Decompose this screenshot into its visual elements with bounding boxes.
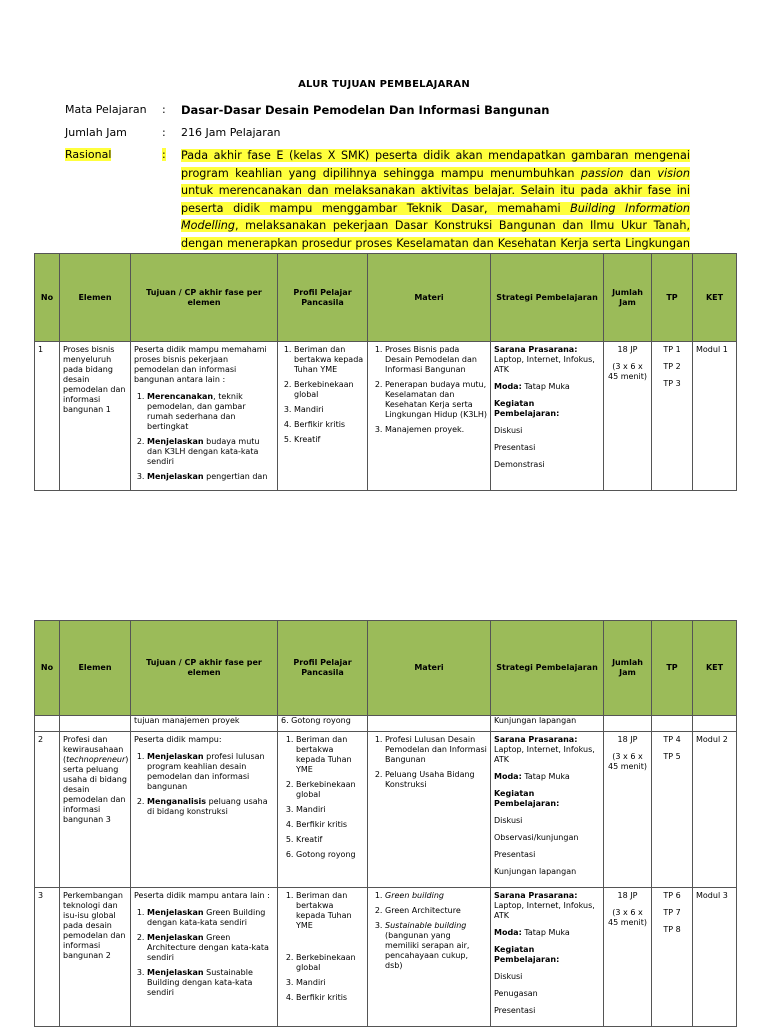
list-item: 2. Green Architecture xyxy=(385,906,487,916)
jam-label: Jumlah Jam xyxy=(65,126,127,139)
profil-list xyxy=(281,735,364,860)
materi-list xyxy=(371,735,487,790)
kegiatan-item: Presentasi xyxy=(494,1006,536,1015)
header-profil: Profil Pelajar Pancasila xyxy=(278,621,368,716)
table-header-row xyxy=(35,621,737,716)
table-row-continuation xyxy=(35,716,737,732)
row-profil xyxy=(278,342,368,491)
tp-item: TP 6 xyxy=(663,891,681,900)
tp-item: TP 8 xyxy=(663,925,681,934)
tp-item: TP 7 xyxy=(663,908,681,917)
jam-detail: (3 x 6 x 45 menit) xyxy=(608,362,647,381)
list-item: 1. Merencanakan, teknik pemodelan, dan gambar rumah sederhana dan bertingkat xyxy=(147,392,274,432)
jam-value: 18 JP xyxy=(617,345,638,354)
profil-list xyxy=(281,891,364,1003)
tujuan-intro: Peserta didik mampu: xyxy=(134,735,222,744)
sarana-value: Laptop, Internet, Infokus, ATK xyxy=(494,355,595,374)
list-item: 3. Menjelaskan pengertian dan xyxy=(147,472,274,482)
list-item: 3. Sustainable building (bangunan yang memiliki serapan air, pencahayaan cukup, dsb) xyxy=(385,921,487,971)
alur-table-1 xyxy=(34,253,737,491)
table-row xyxy=(35,888,737,1027)
kegiatan-item: Diskusi xyxy=(494,816,523,825)
moda: Moda: Tatap Muka xyxy=(494,928,570,937)
mapel-label: Mata Pelajaran xyxy=(65,103,147,116)
cont-strategi: Kunjungan lapangan xyxy=(491,716,604,732)
list-item: 2. Berkebinekaan global xyxy=(296,780,364,800)
list-item: 6. Gotong royong xyxy=(296,850,364,860)
header-elemen: Elemen xyxy=(60,621,131,716)
row-tujuan xyxy=(131,732,278,888)
tp-item: TP 4 xyxy=(663,735,681,744)
list-item: 1. Profesi Lulusan Desain Pemodelan dan Informasi Bangunan xyxy=(385,735,487,765)
moda: Moda: Tatap Muka xyxy=(494,382,570,391)
list-item: 5. Kreatif xyxy=(294,435,364,445)
rasional-colon: : xyxy=(162,148,166,161)
kegiatan-item: Kunjungan lapangan xyxy=(494,867,577,876)
materi-list xyxy=(371,891,487,971)
table-header-row xyxy=(35,254,737,342)
list-item: 2. Menganalisis peluang usaha di bidang konstruksi xyxy=(147,797,274,817)
header-no: No xyxy=(35,254,60,342)
header-jam: Jumlah Jam xyxy=(604,621,652,716)
rasional-i2: vision xyxy=(657,166,690,180)
list-item: 2. Penerapan budaya mutu, Keselamatan dan Kesehatan Kerja serta Lingkungan Hidup (K3LH) xyxy=(385,380,487,420)
row-strategi xyxy=(491,342,604,491)
kegiatan-item: Diskusi xyxy=(494,426,523,435)
rasional-p2: dan xyxy=(623,166,658,180)
jam-value: 18 JP xyxy=(617,735,638,744)
list-item: 3. Manajemen proyek. xyxy=(385,425,487,435)
row-jam xyxy=(604,888,652,1027)
alur-table-2 xyxy=(34,620,737,1027)
row-elemen: Profesi dan kewirausahaan (technopreneur) serta peluang usaha di bidang desain pemodelan dan informasi bangunan 3 xyxy=(60,732,131,888)
kegiatan-item: Observasi/kunjungan xyxy=(494,833,579,842)
mapel-value: Dasar-Dasar Desain Pemodelan Dan Informasi Bangunan xyxy=(181,103,550,117)
list-item: 3. Mandiri xyxy=(296,978,364,988)
header-ket: KET xyxy=(693,621,737,716)
list-item: 4. Berfikir kritis xyxy=(294,420,364,430)
sarana-label: Sarana Prasarana: xyxy=(494,735,578,744)
rasional-text xyxy=(181,147,690,270)
row-elemen: Perkembangan teknologi dan isu-isu global pada desain pemodelan dan informasi bangunan 2 xyxy=(60,888,131,1027)
tujuan-intro: Peserta didik mampu memahami proses bisnis pekerjaan pemodelan dan informasi bangunan antara lain : xyxy=(134,345,267,384)
header-tp: TP xyxy=(652,254,693,342)
row-profil xyxy=(278,732,368,888)
header-tp: TP xyxy=(652,621,693,716)
moda: Moda: Tatap Muka xyxy=(494,772,570,781)
kegiatan-item: Diskusi xyxy=(494,972,523,981)
row-tp xyxy=(652,342,693,491)
rasional-label: Rasional xyxy=(65,148,112,161)
sarana-label: Sarana Prasarana: xyxy=(494,345,578,354)
list-item: 1. Green building xyxy=(385,891,487,901)
row-materi xyxy=(368,342,491,491)
row-number: 1 xyxy=(35,342,60,491)
kegiatan-item: Demonstrasi xyxy=(494,460,545,469)
list-item: 1. Menjelaskan profesi lulusan program keahlian desain pemodelan dan informasi bangunan xyxy=(147,752,274,792)
rasional-p3: untuk merencanakan dan melaksanakan aktivitas belajar. Selain itu pada akhir fase ini peserta didik mampu menggambar Teknik Dasar, memahami xyxy=(181,184,690,215)
row-ket: Modul 3 xyxy=(693,888,737,1027)
materi-list xyxy=(371,345,487,435)
table-row xyxy=(35,732,737,888)
row-strategi xyxy=(491,732,604,888)
profil-list xyxy=(281,345,364,445)
list-item: 1. Proses Bisnis pada Desain Pemodelan dan Informasi Bangunan xyxy=(385,345,487,375)
list-item: 2. Menjelaskan Green Architecture dengan kata-kata sendiri xyxy=(147,933,274,963)
list-item: 2. Menjelaskan budaya mutu dan K3LH dengan kata-kata sendiri xyxy=(147,437,274,467)
kegiatan-item: Presentasi xyxy=(494,850,536,859)
list-item: 5. Kreatif xyxy=(296,835,364,845)
list-item: 3. Menjelaskan Sustainable Building dengan kata-kata sendiri xyxy=(147,968,274,998)
header-materi: Materi xyxy=(368,621,491,716)
header-tujuan: Tujuan / CP akhir fase per elemen xyxy=(131,621,278,716)
list-item: 4. Berfikir kritis xyxy=(296,820,364,830)
document-title: ALUR TUJUAN PEMBELAJARAN xyxy=(298,79,470,90)
tujuan-list xyxy=(134,392,274,482)
kegiatan-label: Kegiatan Pembelajaran: xyxy=(494,945,560,964)
list-item: 3. Mandiri xyxy=(296,805,364,815)
cont-profil: 6. Gotong royong xyxy=(278,716,368,732)
table-row xyxy=(35,342,737,491)
sarana-value: Laptop, Internet, Infokus, ATK xyxy=(494,901,595,920)
header-elemen: Elemen xyxy=(60,254,131,342)
row-materi xyxy=(368,732,491,888)
rasional-i1: passion xyxy=(580,166,624,180)
rasional-p4: , melaksanakan pekerjaan Dasar Konstruksi Bangunan dan Ilmu Ukur Tanah, dengan menerapkan prosedur proses Keselamatan dan Kesehatan Kerja serta Lingkungan xyxy=(181,219,690,267)
sarana-value: Laptop, Internet, Infokus, ATK xyxy=(494,745,595,764)
tp-item: TP 1 xyxy=(663,345,681,354)
cont-tujuan: tujuan manajemen proyek xyxy=(131,716,278,732)
list-item: 1. Menjelaskan Green Building dengan kata-kata sendiri xyxy=(147,908,274,928)
row-profil xyxy=(278,888,368,1027)
list-item: 1. Beriman dan bertakwa kepada Tuhan YME xyxy=(296,735,364,775)
header-profil: Profil Pelajar Pancasila xyxy=(278,254,368,342)
tp-item: TP 3 xyxy=(663,379,681,388)
list-item: 1. Beriman dan bertakwa kepada Tuhan YME xyxy=(296,891,364,931)
kegiatan-item: Presentasi xyxy=(494,443,536,452)
jam-detail: (3 x 6 x 45 menit) xyxy=(608,752,647,771)
rasional-i3: Building Information Modelling xyxy=(181,201,690,232)
row-tp xyxy=(652,732,693,888)
header-jam: Jumlah Jam xyxy=(604,254,652,342)
jam-colon: : xyxy=(162,126,166,139)
sarana-label: Sarana Prasarana: xyxy=(494,891,578,900)
header-materi: Materi xyxy=(368,254,491,342)
header-strategi: Strategi Pembelajaran xyxy=(491,621,604,716)
list-item: 2. Berkebinekaan global xyxy=(294,380,364,400)
row-ket: Modul 1 xyxy=(693,342,737,491)
tujuan-list xyxy=(134,908,274,998)
list-item: 2. Peluang Usaha Bidang Konstruksi xyxy=(385,770,487,790)
list-item: 4. Berfikir kritis xyxy=(296,993,364,1003)
row-jam xyxy=(604,342,652,491)
jam-value: 18 JP xyxy=(617,891,638,900)
row-number: 3 xyxy=(35,888,60,1027)
tp-item: TP 2 xyxy=(663,362,681,371)
row-number: 2 xyxy=(35,732,60,888)
rasional-p1: Pada akhir fase E (kelas X SMK) peserta didik akan mendapatkan gambaran mengenai program keahlian yang dipilihnya sehingga mampu menumbuhkan xyxy=(181,149,690,180)
row-jam xyxy=(604,732,652,888)
row-ket: Modul 2 xyxy=(693,732,737,888)
header-ket: KET xyxy=(693,254,737,342)
row-tujuan xyxy=(131,888,278,1027)
row-elemen: Proses bisnis menyeluruh pada bidang desain pemodelan dan informasi bangunan 1 xyxy=(60,342,131,491)
list-item: 3. Mandiri xyxy=(294,405,364,415)
row-tujuan xyxy=(131,342,278,491)
tujuan-list xyxy=(134,752,274,817)
list-item: 2. Berkebinekaan global xyxy=(296,953,364,973)
jam-detail: (3 x 6 x 45 menit) xyxy=(608,908,647,927)
mapel-colon: : xyxy=(162,103,166,116)
kegiatan-item: Penugasan xyxy=(494,989,538,998)
jam-value: 216 Jam Pelajaran xyxy=(181,126,281,139)
row-strategi xyxy=(491,888,604,1027)
header-no: No xyxy=(35,621,60,716)
kegiatan-label: Kegiatan Pembelajaran: xyxy=(494,399,560,418)
header-strategi: Strategi Pembelajaran xyxy=(491,254,604,342)
list-item: 1. Beriman dan bertakwa kepada Tuhan YME xyxy=(294,345,364,375)
kegiatan-label: Kegiatan Pembelajaran: xyxy=(494,789,560,808)
header-tujuan: Tujuan / CP akhir fase per elemen xyxy=(131,254,278,342)
tujuan-intro: Peserta didik mampu antara lain : xyxy=(134,891,270,900)
row-tp xyxy=(652,888,693,1027)
row-materi xyxy=(368,888,491,1027)
tp-item: TP 5 xyxy=(663,752,681,761)
